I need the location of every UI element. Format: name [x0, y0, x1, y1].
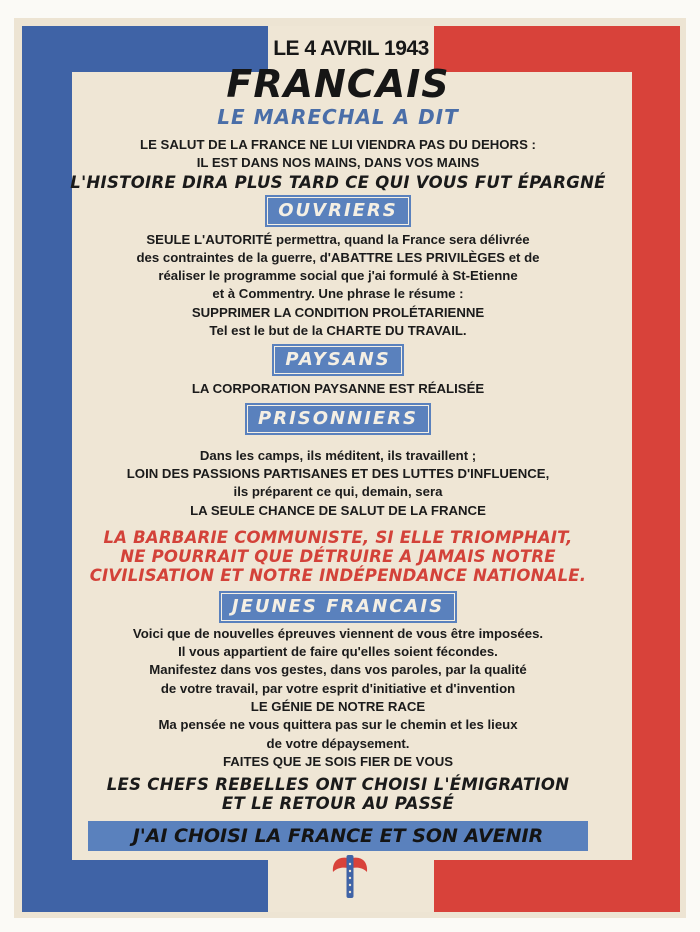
ouvriers-line: et à Commentry. Une phrase le résume : [212, 286, 464, 302]
warning-block [58, 528, 618, 585]
ouvriers-line: des contraintes de la guerre, d'ABATTRE LES PRIVILÈGES et de [136, 249, 540, 265]
paysans-block [58, 380, 618, 398]
rebels-line: ET LE RETOUR AU PASSÉ [221, 794, 455, 814]
warning-line: CIVILISATION ET NOTRE INDÉPENDANCE NATIONALE. [89, 565, 587, 585]
closing-banner: J'AI CHOISI LA FRANCE ET SON AVENIR [88, 821, 588, 851]
paysans-banner: PAYSANS [274, 346, 401, 374]
history-callout: L'HISTOIRE DIRA PLUS TARD CE QUI VOUS FUT ÉPARGNÉ [70, 172, 606, 192]
paysans-banner-wrap [58, 346, 618, 374]
poster-content [58, 62, 618, 851]
ouvriers-line: réaliser le programme social que j'ai formulé à St-Etienne [158, 268, 518, 284]
prisonniers-line: LOIN DES PASSIONS PARTISANES ET DES LUTTES D'INFLUENCE, [126, 465, 550, 481]
poster-date: LE 4 AVRIL 1943 [268, 26, 434, 72]
warning-line: LA BARBARIE COMMUNISTE, SI ELLE TRIOMPHAIT, [103, 527, 573, 547]
poster-title: FRANCAIS [226, 62, 450, 106]
intro-line: LE SALUT DE LA FRANCE NE LUI VIENDRA PAS DU DEHORS : [140, 137, 536, 152]
ouvriers-line: SEULE L'AUTORITÉ permettra, quand la France sera délivrée [146, 231, 530, 247]
jeunes-line: FAITES QUE JE SOIS FIER DE VOUS [222, 753, 454, 769]
prisonniers-line: LA SEULE CHANCE DE SALUT DE LA FRANCE [190, 502, 486, 518]
prisonniers-line: Dans les camps, ils méditent, ils travaillent ; [199, 447, 477, 463]
ouvriers-banner-wrap [58, 197, 618, 225]
jeunes-line: LE GÉNIE DE NOTRE RACE [250, 699, 426, 715]
jeunes-block [58, 625, 618, 771]
prisonniers-banner: PRISONNIERS [247, 405, 429, 433]
prisonniers-line: ils préparent ce qui, demain, sera [233, 484, 443, 500]
jeunes-line: de votre dépaysement. [266, 735, 410, 751]
francisque-axe-icon [328, 852, 372, 900]
jeunes-line: Il vous appartient de faire qu'elles soient fécondes. [178, 644, 498, 660]
rebels-block [58, 775, 618, 813]
jeunes-banner: JEUNES FRANCAIS [221, 593, 455, 621]
prisonniers-block [58, 447, 618, 520]
ouvriers-line: Tel est le but de la CHARTE DU TRAVAIL. [209, 323, 467, 339]
intro-line: IL EST DANS NOS MAINS, DANS VOS MAINS [196, 155, 480, 171]
jeunes-line: de votre travail, par votre esprit d'initiative et d'invention [160, 680, 516, 696]
paysans-line: LA CORPORATION PAYSANNE EST RÉALISÉE [191, 381, 485, 397]
ouvriers-banner: OUVRIERS [267, 197, 409, 225]
ouvriers-line: SUPPRIMER LA CONDITION PROLÉTARIENNE [191, 304, 485, 320]
jeunes-line: Voici que de nouvelles épreuves viennent de vous être imposées. [132, 625, 544, 641]
warning-line: NE POURRAIT QUE DÉTRUIRE A JAMAIS NOTRE [120, 546, 556, 566]
rebels-line: LES CHEFS REBELLES ONT CHOISI L'ÉMIGRATION [106, 775, 570, 795]
ouvriers-block [58, 231, 618, 341]
jeunes-line: Manifestez dans vos gestes, dans vos paroles, par la qualité [149, 662, 527, 678]
intro-block [58, 136, 618, 173]
jeunes-line: Ma pensée ne vous quittera pas sur le chemin et les lieux [158, 717, 518, 733]
poster-subtitle: LE MARECHAL A DIT [217, 105, 459, 129]
closing-banner-wrap [58, 821, 618, 851]
prisonniers-banner-wrap [58, 405, 618, 433]
jeunes-banner-wrap [58, 593, 618, 621]
